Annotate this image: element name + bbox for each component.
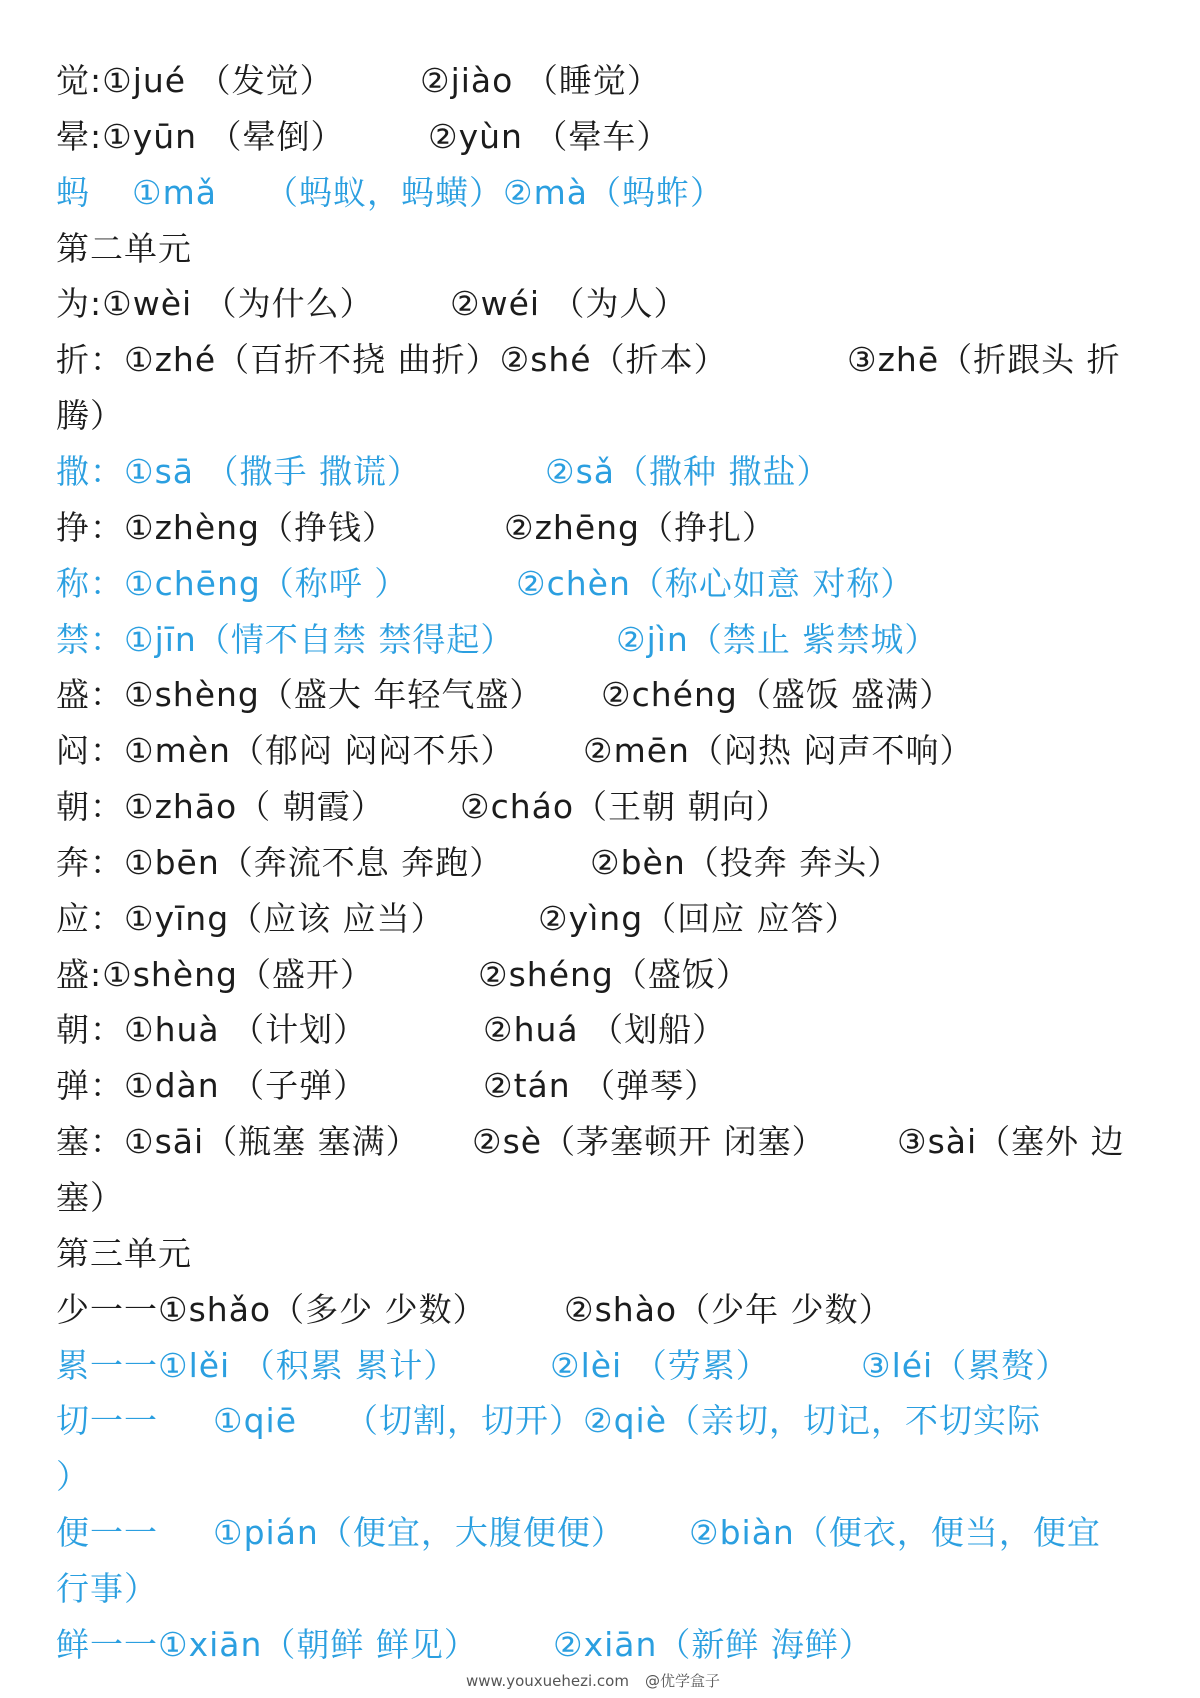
entry-text: ） (56, 1457, 90, 1496)
entry-line (0, 1114, 1200, 1170)
entry-text: 切一一 (56, 1401, 158, 1440)
entry-text: ①pián（便宜，大腹便便） (213, 1513, 625, 1552)
entry-text: 奔：①bēn（奔流不息 奔跑） (56, 843, 504, 882)
section-heading-text: 第二单元 (56, 229, 192, 268)
entry-line (0, 1561, 1200, 1617)
entry-text: 挣：①zhèng（挣钱） (56, 508, 396, 547)
entry-text: ②tán （弹琴） (483, 1066, 719, 1105)
entry-text: 塞：①sāi（瓶塞 塞满） (56, 1122, 420, 1161)
entry-text: 为:①wèi （为什么） (56, 284, 374, 323)
entry-text: ①qiē (213, 1401, 298, 1440)
section-heading (0, 221, 1200, 277)
entry-text: 朝：①huà （计划） (56, 1010, 368, 1049)
entry-line (0, 1170, 1200, 1226)
entry-line (0, 1505, 1200, 1561)
entry-text: ②zhēng（挣扎） (504, 508, 776, 547)
entry-text: ②yùn （晕车） (428, 117, 671, 156)
entry-text: 盛：①shèng（盛大 年轻气盛） (56, 675, 544, 714)
entry-line (0, 612, 1200, 668)
entry-line (0, 723, 1200, 779)
entry-text: 觉:①jué （发觉） (56, 61, 334, 100)
entry-text: ③léi（累赘） (861, 1346, 1070, 1385)
section-heading-text: 第三单元 (56, 1234, 192, 1273)
entry-line (0, 1338, 1200, 1394)
watermark-account: @优学盒子 (645, 1672, 721, 1690)
entry-text: ②biàn（便衣，便当，便宜 (689, 1513, 1101, 1552)
entry-text: 撒：①sā （撒手 撒谎） (56, 452, 421, 491)
entry-text: ②huá （划船） (483, 1010, 727, 1049)
entry-line (0, 1058, 1200, 1114)
entry-text: ②bèn（投奔 奔头） (590, 843, 902, 882)
entry-text: 行事） (56, 1569, 158, 1608)
entry-text: 少一一①shǎo（多少 少数） (56, 1290, 487, 1329)
entry-line (0, 1282, 1200, 1338)
watermark-site: www.youxuehezi.com (466, 1672, 629, 1690)
entry-line (0, 500, 1200, 556)
watermark (0, 1670, 1200, 1692)
entry-text: 累一一①lěi （积累 累计） (56, 1346, 458, 1385)
entry-text: ②mēn（闷热 闷声不响） (583, 731, 974, 770)
entry-line (0, 891, 1200, 947)
entry-line (0, 109, 1200, 165)
entry-text: ②jiào （睡觉） (420, 61, 661, 100)
entry-text: ②shào（少年 少数） (564, 1290, 893, 1329)
entry-text: ②yìng（回应 应答） (538, 899, 859, 938)
entry-line (0, 667, 1200, 723)
entry-line (0, 1449, 1200, 1505)
entry-line (0, 779, 1200, 835)
entry-text: ②xiān（新鲜 海鲜） (553, 1625, 873, 1664)
entry-text: （蚂蚁，蚂蟥）②mà（蚂蚱） (265, 173, 724, 212)
entry-text: 朝：①zhāo（ 朝霞） (56, 787, 385, 826)
section-heading (0, 1226, 1200, 1282)
entry-line (0, 1002, 1200, 1058)
entry-text: ②jìn（禁止 紫禁城） (616, 620, 939, 659)
entry-text: ②shéng（盛饭） (478, 955, 750, 994)
entry-line (0, 444, 1200, 500)
entry-text: ②cháo（王朝 朝向） (460, 787, 790, 826)
entry-text: ②sè（茅塞顿开 闭塞） (472, 1122, 826, 1161)
entry-line (0, 276, 1200, 332)
entry-line (0, 556, 1200, 612)
entry-text: ①mǎ (132, 173, 217, 212)
entry-text: ②wéi （为人） (450, 284, 688, 323)
entry-line (0, 947, 1200, 1003)
entry-line (0, 835, 1200, 891)
entry-text: 折：①zhé（百折不挠 曲折）②shé（折本） (56, 340, 728, 379)
entry-text: 禁：①jīn（情不自禁 禁得起） (56, 620, 515, 659)
entry-text: 鲜一一①xiān（朝鲜 鲜见） (56, 1625, 478, 1664)
entry-text: 腾） (56, 396, 124, 435)
entry-line (0, 165, 1200, 221)
entry-text: 蚂 (56, 173, 90, 212)
entry-text: 塞） (56, 1178, 124, 1217)
entry-text: ②chèn（称心如意 对称） (516, 564, 915, 603)
entry-line (0, 1617, 1200, 1673)
entry-text: 闷：①mèn（郁闷 闷闷不乐） (56, 731, 515, 770)
entry-text: 盛:①shèng（盛开） (56, 955, 374, 994)
entry-text: 便一一 (56, 1513, 158, 1552)
entry-text: （切割，切开）②qiè（亲切，切记，不切实际 (345, 1401, 1042, 1440)
entry-text: ②sǎ（撒种 撒盐） (545, 452, 831, 491)
entry-text: 弹：①dàn （子弹） (56, 1066, 368, 1105)
entry-text: ③sài（塞外 边 (897, 1122, 1125, 1161)
entry-text: 称：①chēng（称呼 ） (56, 564, 409, 603)
entry-line (0, 53, 1200, 109)
entry-line (0, 332, 1200, 388)
entry-text: ②chéng（盛饭 盛满） (601, 675, 954, 714)
entry-text: 应：①yīng（应该 应当） (56, 899, 445, 938)
entry-text: ②lèi （劳累） (550, 1346, 770, 1385)
entry-line (0, 1393, 1200, 1449)
entry-text: ③zhē（折跟头 折 (847, 340, 1121, 379)
entry-line (0, 388, 1200, 444)
entry-text: 晕:①yūn （晕倒） (56, 117, 345, 156)
